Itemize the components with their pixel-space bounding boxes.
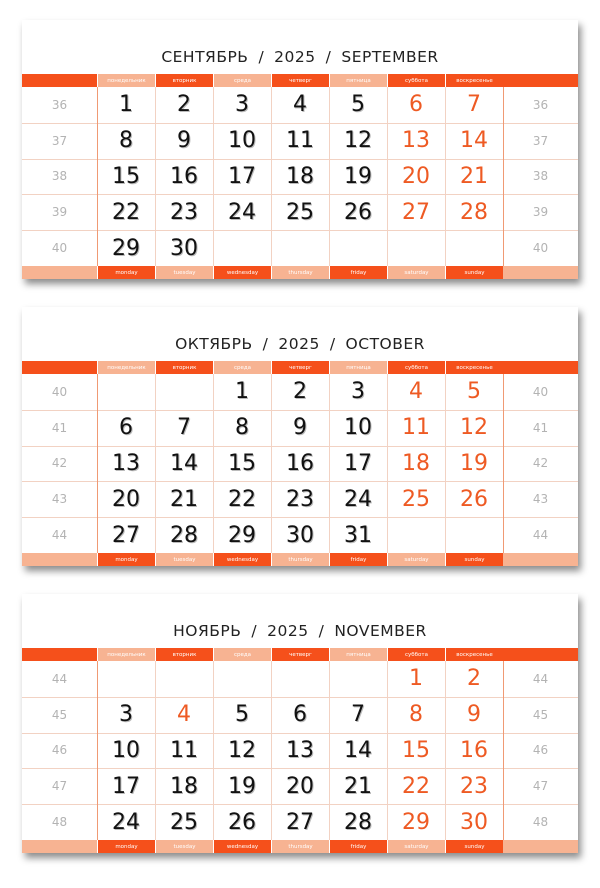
day-grid <box>22 661 578 840</box>
day-cell: 27 <box>112 522 140 548</box>
month-name-ru: ОКТЯБРЬ <box>175 335 253 353</box>
day-cell <box>213 661 271 697</box>
day-cell: 2 <box>177 92 191 118</box>
week-number: 40 <box>51 384 68 399</box>
month-block <box>22 20 578 279</box>
week-number: 42 <box>532 456 549 471</box>
week-number: 44 <box>51 671 68 686</box>
weekday-label-en: sunday <box>445 840 503 853</box>
day-cell: 28 <box>460 199 488 225</box>
week-number: 38 <box>532 169 549 184</box>
day-cell: 26 <box>228 809 256 835</box>
day-cell: 4 <box>177 702 191 728</box>
week-number: 36 <box>51 97 68 112</box>
day-cell: 2 <box>467 666 481 692</box>
day-cell: 30 <box>286 522 314 548</box>
month-name-en: OCTOBER <box>345 335 425 353</box>
day-cell: 23 <box>460 773 488 799</box>
weekday-label-en: saturday <box>387 266 445 279</box>
day-cell <box>329 230 387 266</box>
day-cell: 5 <box>467 379 481 405</box>
weekday-label-en: friday <box>329 840 387 853</box>
day-cell: 13 <box>402 128 430 154</box>
weekday-label-ru: суббота <box>387 74 445 87</box>
weekday-label-en: tuesday <box>155 266 213 279</box>
day-cell: 31 <box>344 522 372 548</box>
weekday-footer-en <box>22 266 578 279</box>
weekday-label-en: monday <box>97 266 155 279</box>
day-cell <box>155 374 213 410</box>
day-cell <box>155 661 213 697</box>
title-separator: / <box>318 622 325 640</box>
week-number: 36 <box>532 97 549 112</box>
day-cell: 26 <box>344 199 372 225</box>
day-cell: 26 <box>460 486 488 512</box>
weekday-label-en: sunday <box>445 266 503 279</box>
day-cell: 28 <box>170 522 198 548</box>
weekday-label-ru: воскресенье <box>445 74 503 87</box>
day-cell: 19 <box>344 163 372 189</box>
weekday-label-ru: понедельник <box>97 648 155 661</box>
weekday-label-en: sunday <box>445 553 503 566</box>
day-cell: 22 <box>112 199 140 225</box>
day-cell: 10 <box>228 128 256 154</box>
day-cell: 7 <box>467 92 481 118</box>
day-cell: 23 <box>286 486 314 512</box>
weekday-label-ru: понедельник <box>97 74 155 87</box>
day-cell: 14 <box>170 450 198 476</box>
day-cell: 17 <box>112 773 140 799</box>
week-number: 47 <box>532 779 549 794</box>
day-cell: 21 <box>344 773 372 799</box>
week-number: 44 <box>532 528 549 543</box>
weekday-label-ru: вторник <box>155 648 213 661</box>
weekday-label-en: tuesday <box>155 553 213 566</box>
week-row <box>22 481 578 517</box>
day-cell: 21 <box>460 163 488 189</box>
week-number: 44 <box>51 528 68 543</box>
day-cell: 10 <box>344 415 372 441</box>
title-separator: / <box>325 48 332 66</box>
day-cell: 4 <box>409 379 423 405</box>
week-row <box>22 517 578 553</box>
day-cell <box>445 230 503 266</box>
week-row <box>22 733 578 769</box>
weekday-label-ru: пятница <box>329 648 387 661</box>
day-cell: 18 <box>286 163 314 189</box>
title-separator: / <box>262 335 269 353</box>
day-cell: 14 <box>344 737 372 763</box>
weekday-label-ru: четверг <box>271 361 329 374</box>
day-cell: 14 <box>460 128 488 154</box>
day-cell: 22 <box>402 773 430 799</box>
week-row <box>22 374 578 410</box>
day-cell: 3 <box>351 379 365 405</box>
month-name-en: SEPTEMBER <box>341 48 439 66</box>
day-cell: 1 <box>119 92 133 118</box>
day-cell: 24 <box>228 199 256 225</box>
weekday-label-en: saturday <box>387 840 445 853</box>
weekday-label-ru: суббота <box>387 648 445 661</box>
weekday-label-ru: среда <box>213 74 271 87</box>
day-cell: 15 <box>228 450 256 476</box>
week-row <box>22 410 578 446</box>
day-cell: 10 <box>112 737 140 763</box>
day-cell: 5 <box>351 92 365 118</box>
week-row <box>22 87 578 123</box>
month-year: 2025 <box>278 335 320 353</box>
week-row <box>22 123 578 159</box>
week-row <box>22 159 578 195</box>
day-cell: 21 <box>170 486 198 512</box>
day-cell: 29 <box>228 522 256 548</box>
week-row <box>22 804 578 840</box>
day-cell: 11 <box>170 737 198 763</box>
day-cell: 9 <box>467 702 481 728</box>
week-number: 43 <box>532 492 549 507</box>
weekday-label-en: thursday <box>271 266 329 279</box>
day-cell: 12 <box>344 128 372 154</box>
month-title <box>22 307 578 361</box>
week-number: 48 <box>532 815 549 830</box>
weekday-header-ru <box>22 648 578 661</box>
week-row <box>22 446 578 482</box>
week-number: 37 <box>532 133 549 148</box>
weekday-header-ru <box>22 361 578 374</box>
day-cell: 18 <box>402 450 430 476</box>
day-cell: 1 <box>235 379 249 405</box>
day-cell: 13 <box>286 737 314 763</box>
week-number: 43 <box>51 492 68 507</box>
weekday-label-en: friday <box>329 266 387 279</box>
day-cell: 9 <box>293 415 307 441</box>
week-row <box>22 194 578 230</box>
day-cell: 5 <box>235 702 249 728</box>
day-cell: 13 <box>112 450 140 476</box>
weekday-label-ru: четверг <box>271 648 329 661</box>
weekday-label-ru: четверг <box>271 74 329 87</box>
day-cell: 12 <box>460 415 488 441</box>
day-cell: 19 <box>460 450 488 476</box>
weekday-label-ru: вторник <box>155 361 213 374</box>
day-cell: 28 <box>344 809 372 835</box>
week-number: 40 <box>532 241 549 256</box>
weekday-label-en: saturday <box>387 553 445 566</box>
month-year: 2025 <box>274 48 316 66</box>
weekday-label-ru: воскресенье <box>445 648 503 661</box>
week-number: 46 <box>532 743 549 758</box>
week-number: 45 <box>51 707 68 722</box>
day-cell: 16 <box>170 163 198 189</box>
day-cell <box>445 517 503 553</box>
day-cell: 4 <box>293 92 307 118</box>
month-year: 2025 <box>267 622 309 640</box>
day-cell: 25 <box>402 486 430 512</box>
weekday-label-ru: суббота <box>387 361 445 374</box>
weekday-label-ru: понедельник <box>97 361 155 374</box>
week-number: 44 <box>532 671 549 686</box>
day-cell: 6 <box>119 415 133 441</box>
week-number: 37 <box>51 133 68 148</box>
day-grid <box>22 374 578 553</box>
title-separator: / <box>258 48 265 66</box>
week-number: 39 <box>51 205 68 220</box>
weekday-label-en: wednesday <box>213 553 271 566</box>
day-cell: 1 <box>409 666 423 692</box>
weekday-label-ru: воскресенье <box>445 361 503 374</box>
day-cell: 7 <box>351 702 365 728</box>
day-cell: 9 <box>177 128 191 154</box>
week-row <box>22 661 578 697</box>
weekday-label-en: friday <box>329 553 387 566</box>
day-cell <box>97 374 155 410</box>
day-cell: 16 <box>286 450 314 476</box>
day-cell: 15 <box>402 737 430 763</box>
month-title <box>22 20 578 74</box>
weekday-label-en: wednesday <box>213 840 271 853</box>
day-cell: 29 <box>402 809 430 835</box>
day-cell: 3 <box>235 92 249 118</box>
day-cell: 27 <box>402 199 430 225</box>
day-cell: 19 <box>228 773 256 799</box>
day-cell: 29 <box>112 235 140 261</box>
day-cell <box>97 661 155 697</box>
day-cell: 17 <box>228 163 256 189</box>
day-cell: 20 <box>286 773 314 799</box>
day-cell: 30 <box>460 809 488 835</box>
day-cell: 8 <box>235 415 249 441</box>
day-cell <box>271 230 329 266</box>
weekday-header-ru <box>22 74 578 87</box>
weekday-label-en: thursday <box>271 840 329 853</box>
day-cell: 25 <box>286 199 314 225</box>
day-cell <box>329 661 387 697</box>
day-cell <box>271 661 329 697</box>
week-number: 40 <box>51 241 68 256</box>
week-number: 38 <box>51 169 68 184</box>
week-number: 46 <box>51 743 68 758</box>
day-cell: 16 <box>460 737 488 763</box>
day-cell: 11 <box>402 415 430 441</box>
weekday-label-en: tuesday <box>155 840 213 853</box>
weekday-label-ru: пятница <box>329 361 387 374</box>
weekday-label-ru: среда <box>213 361 271 374</box>
month-block <box>22 594 578 853</box>
month-block <box>22 307 578 566</box>
day-cell <box>387 517 445 553</box>
week-number: 41 <box>51 420 68 435</box>
week-number: 39 <box>532 205 549 220</box>
week-number: 40 <box>532 384 549 399</box>
month-name-en: NOVEMBER <box>334 622 427 640</box>
day-grid <box>22 87 578 266</box>
day-cell: 8 <box>409 702 423 728</box>
day-cell: 30 <box>170 235 198 261</box>
weekday-label-ru: пятница <box>329 74 387 87</box>
title-separator: / <box>251 622 258 640</box>
day-cell: 6 <box>293 702 307 728</box>
month-title <box>22 594 578 648</box>
week-number: 42 <box>51 456 68 471</box>
day-cell: 7 <box>177 415 191 441</box>
day-cell: 27 <box>286 809 314 835</box>
day-cell: 20 <box>112 486 140 512</box>
day-cell: 22 <box>228 486 256 512</box>
week-number: 45 <box>532 707 549 722</box>
day-cell: 3 <box>119 702 133 728</box>
day-cell <box>387 230 445 266</box>
day-cell: 23 <box>170 199 198 225</box>
title-separator: / <box>329 335 336 353</box>
week-number: 41 <box>532 420 549 435</box>
day-cell: 6 <box>409 92 423 118</box>
day-cell <box>213 230 271 266</box>
day-cell: 2 <box>293 379 307 405</box>
weekday-label-ru: среда <box>213 648 271 661</box>
weekday-footer-en <box>22 840 578 853</box>
week-row <box>22 230 578 266</box>
week-number: 47 <box>51 779 68 794</box>
day-cell: 15 <box>112 163 140 189</box>
day-cell: 24 <box>344 486 372 512</box>
month-name-ru: СЕНТЯБРЬ <box>161 48 249 66</box>
day-cell: 12 <box>228 737 256 763</box>
day-cell: 17 <box>344 450 372 476</box>
day-cell: 25 <box>170 809 198 835</box>
day-cell: 20 <box>402 163 430 189</box>
weekday-label-en: thursday <box>271 553 329 566</box>
week-row <box>22 768 578 804</box>
weekday-label-en: monday <box>97 840 155 853</box>
day-cell: 18 <box>170 773 198 799</box>
month-name-ru: НОЯБРЬ <box>173 622 242 640</box>
day-cell: 11 <box>286 128 314 154</box>
weekday-label-ru: вторник <box>155 74 213 87</box>
week-row <box>22 697 578 733</box>
weekday-label-en: monday <box>97 553 155 566</box>
day-cell: 8 <box>119 128 133 154</box>
weekday-footer-en <box>22 553 578 566</box>
week-number: 48 <box>51 815 68 830</box>
weekday-label-en: wednesday <box>213 266 271 279</box>
day-cell: 24 <box>112 809 140 835</box>
